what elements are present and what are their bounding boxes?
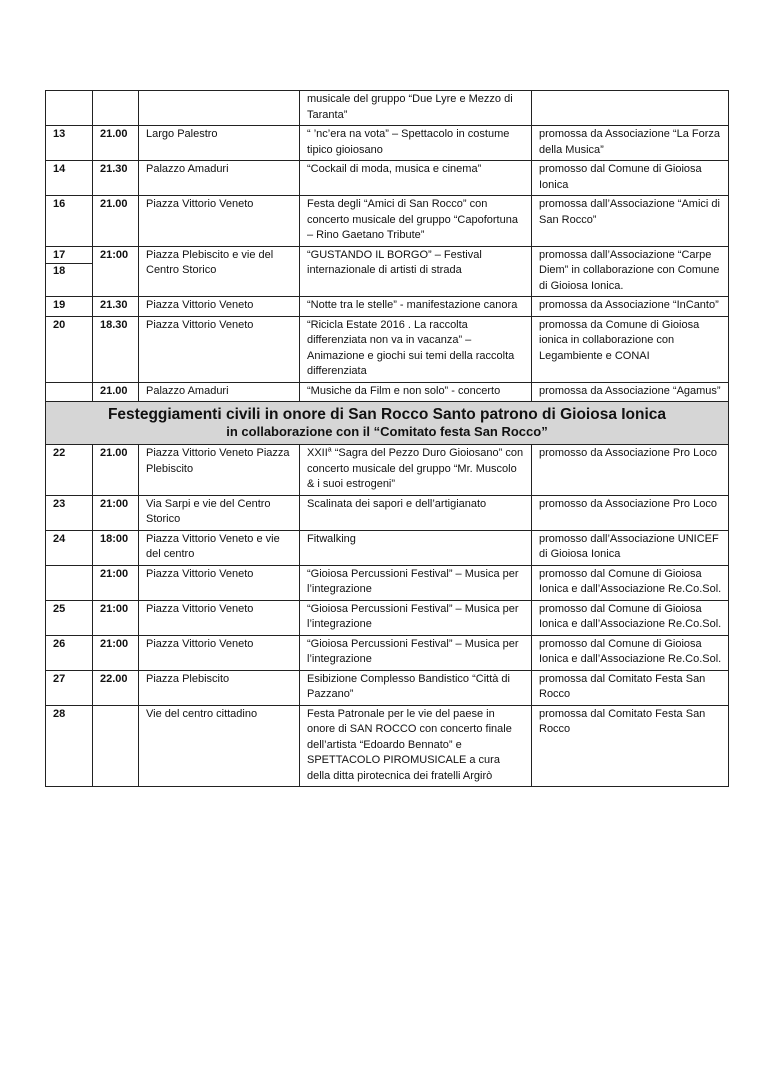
day-number: 18 — [46, 263, 92, 280]
day-cell — [46, 126, 93, 161]
table-row — [46, 635, 729, 670]
day-number: 20 — [53, 318, 66, 331]
time-cell: 22.00 — [93, 670, 139, 705]
day-cell — [46, 565, 93, 600]
time-cell: 21.00 — [93, 382, 139, 402]
day-cell — [46, 705, 93, 787]
banner-row — [46, 402, 729, 445]
time-cell: 21.00 — [93, 445, 139, 496]
time-cell: 21.30 — [93, 161, 139, 196]
day-cell — [46, 161, 93, 196]
place-cell: Vie del centro cittadino — [139, 705, 300, 787]
time-cell: 18:00 — [93, 530, 139, 565]
time-cell: 21:00 — [93, 246, 139, 297]
day-cell — [46, 246, 93, 297]
table-row — [46, 382, 729, 402]
table-row — [46, 246, 729, 297]
day-number: 28 — [53, 707, 66, 720]
place-cell: Piazza Vittorio Veneto — [139, 196, 300, 247]
day-number: 13 — [53, 128, 66, 140]
promoter-cell: promosso da Associazione Pro Loco — [532, 495, 729, 530]
table-row — [46, 705, 729, 787]
table-row — [46, 565, 729, 600]
day-cell — [46, 635, 93, 670]
place-cell: Piazza Vittorio Veneto — [139, 297, 300, 317]
time-cell: 21:00 — [93, 565, 139, 600]
event-cell: “Cockail di moda, musica e cinema” — [300, 161, 532, 196]
time-cell: 21.00 — [93, 196, 139, 247]
place-cell: Piazza Vittorio Veneto — [139, 316, 300, 382]
promoter-cell: promosso dall’Associazione UNICEF di Gioiosa Ionica — [532, 530, 729, 565]
banner-cell — [46, 402, 729, 445]
day-number: 26 — [53, 637, 66, 650]
promoter-cell: promossa dall’Associazione “Amici di San Rocco” — [532, 196, 729, 247]
day-cell — [46, 297, 93, 317]
promoter-cell: promossa da Associazione “La Forza della Musica” — [532, 126, 729, 161]
place-cell: Palazzo Amaduri — [139, 161, 300, 196]
promoter-cell: promosso dal Comune di Gioiosa Ionica e dall’Associazione Re.Co.Sol. — [532, 635, 729, 670]
time-cell: 21.30 — [93, 297, 139, 317]
promoter-cell: promossa da Comune di Gioiosa ionica in collaborazione con Legambiente e CONAI — [532, 316, 729, 382]
event-cell — [300, 445, 532, 496]
promoter-cell: promossa dal Comitato Festa San Rocco — [532, 705, 729, 787]
day-cell — [46, 600, 93, 635]
place-cell: Piazza Vittorio Veneto e vie del centro — [139, 530, 300, 565]
promoter-cell: promosso dal Comune di Gioiosa Ionica e dall’Associazione Re.Co.Sol. — [532, 600, 729, 635]
day-cell — [46, 196, 93, 247]
time-cell: 18.30 — [93, 316, 139, 382]
event-cell: “Gioiosa Percussioni Festival” – Musica per l’integrazione — [300, 600, 532, 635]
place-cell: Largo Palestro — [139, 126, 300, 161]
day-number: 24 — [53, 532, 66, 545]
event-cell: “Gioiosa Percussioni Festival” – Musica per l’integrazione — [300, 565, 532, 600]
event-edition-ordinal: a — [327, 446, 332, 454]
day-number: 25 — [53, 602, 66, 615]
event-cell: Esibizione Complesso Bandistico “Città di Pazzano” — [300, 670, 532, 705]
day-cell — [46, 382, 93, 402]
event-cell: “ ’nc’era na vota” – Spettacolo in costume tipico gioiosano — [300, 126, 532, 161]
promoter-cell: promossa dal Comitato Festa San Rocco — [532, 670, 729, 705]
day-number: 23 — [53, 497, 66, 510]
table-row — [46, 161, 729, 196]
day-number: 19 — [53, 299, 66, 311]
place-cell: Piazza Vittorio Veneto — [139, 565, 300, 600]
schedule-rows-after — [46, 495, 729, 787]
time-cell: 21:00 — [93, 495, 139, 530]
table-row — [46, 530, 729, 565]
place-cell: Piazza Plebiscito — [139, 670, 300, 705]
table-row — [46, 297, 729, 317]
table-row — [46, 316, 729, 382]
day-cell — [46, 495, 93, 530]
banner-title: Festeggiamenti civili in onore di San Rocco Santo patrono di Gioiosa Ionica — [107, 406, 667, 423]
banner-section — [46, 402, 729, 496]
day-cell — [46, 670, 93, 705]
event-cell: Festa degli “Amici di San Rocco” con concerto musicale del gruppo “Capofortuna – Rino Gaetano Tribute” — [300, 196, 532, 247]
table-row — [46, 495, 729, 530]
promoter-cell — [532, 91, 729, 126]
day-cell — [46, 530, 93, 565]
day-number: 17 — [53, 248, 66, 261]
event-cell: “Notte tra le stelle” - manifestazione canora — [300, 297, 532, 317]
day-number: 27 — [53, 672, 66, 685]
event-cell: “GUSTANDO IL BORGO” – Festival internazionale di artisti di strada — [300, 246, 532, 297]
time-cell — [93, 91, 139, 126]
day-cell — [46, 316, 93, 382]
event-schedule-table — [45, 90, 729, 787]
place-cell: Piazza Plebiscito e vie del Centro Storico — [139, 246, 300, 297]
time-cell — [93, 705, 139, 787]
table-row — [46, 126, 729, 161]
table-row — [46, 670, 729, 705]
event-cell: “Ricicla Estate 2016 . La raccolta differenziata non va in vacanza” – Animazione e giochi sui temi della raccolta differenziata — [300, 316, 532, 382]
event-cell: Fitwalking — [300, 530, 532, 565]
promoter-cell: promossa dall’Associazione “Carpe Diem” in collaborazione con Comune di Gioiosa Ionica. — [532, 246, 729, 297]
event-cell: Festa Patronale per le vie del paese in onore di SAN ROCCO con concerto finale dell’artista “Edoardo Bennato” e SPETTACOLO PIROMUSICALE a cura della ditta pirotecnica dei fratelli Argirò — [300, 705, 532, 787]
promoter-cell: promosso da Associazione Pro Loco — [532, 445, 729, 496]
place-cell — [139, 91, 300, 126]
time-cell: 21.00 — [93, 126, 139, 161]
table-row — [46, 445, 729, 496]
promoter-cell: promosso dal Comune di Gioiosa Ionica e dall’Associazione Re.Co.Sol. — [532, 565, 729, 600]
place-cell: Palazzo Amaduri — [139, 382, 300, 402]
promoter-cell: promossa da Associazione “Agamus” — [532, 382, 729, 402]
promoter-cell: promosso dal Comune di Gioiosa Ionica — [532, 161, 729, 196]
day-cell — [46, 91, 93, 126]
day-number: 16 — [53, 198, 66, 210]
event-cell: “Gioiosa Percussioni Festival” – Musica per l’integrazione — [300, 635, 532, 670]
time-cell: 21:00 — [93, 600, 139, 635]
promoter-cell: promossa da Associazione “InCanto” — [532, 297, 729, 317]
time-cell: 21:00 — [93, 635, 139, 670]
schedule-rows-before — [46, 91, 729, 402]
day-cell: 22 — [46, 445, 93, 496]
place-cell: Piazza Vittorio Veneto — [139, 600, 300, 635]
place-cell: Piazza Vittorio Veneto Piazza Plebiscito — [139, 445, 300, 496]
day-number: 14 — [53, 163, 66, 175]
event-cell: Scalinata dei sapori e dell’artigianato — [300, 495, 532, 530]
event-edition: XXII — [307, 447, 328, 459]
table-row — [46, 196, 729, 247]
event-title: “Sagra del Pezzo Duro Gioiosano” con concerto musicale del gruppo “Mr. Muscolo & i suoi estrogeni” — [307, 447, 524, 490]
table-row — [46, 600, 729, 635]
banner-subtitle: in collaborazione con il “Comitato festa San Rocco” — [226, 424, 548, 439]
event-cell: “Musiche da Film e non solo” - concerto — [300, 382, 532, 402]
event-cell: musicale del gruppo “Due Lyre e Mezzo di Taranta” — [300, 91, 532, 126]
place-cell: Piazza Vittorio Veneto — [139, 635, 300, 670]
place-cell: Via Sarpi e vie del Centro Storico — [139, 495, 300, 530]
table-row — [46, 91, 729, 126]
